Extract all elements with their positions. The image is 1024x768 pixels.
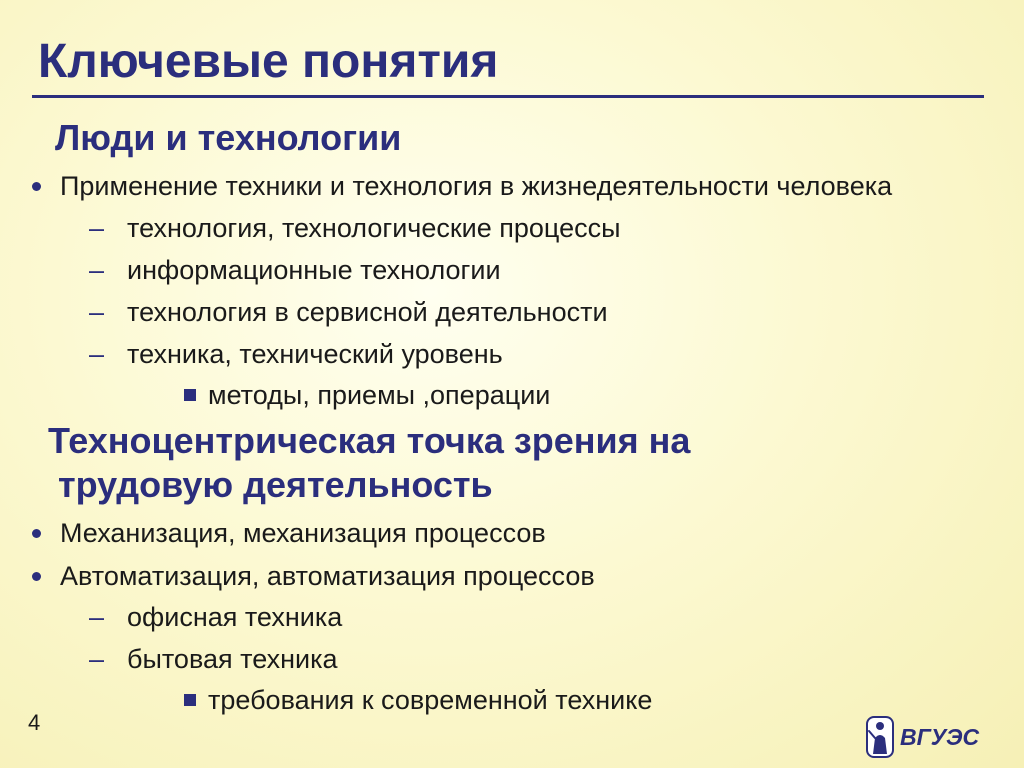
bullet-item (60, 170, 892, 202)
dash-bullet-icon: – (89, 297, 105, 327)
square-bullet-icon (184, 389, 196, 401)
page-number: 4 (28, 710, 41, 735)
dot-bullet-icon (32, 529, 41, 538)
dash-bullet-icon: – (89, 255, 105, 285)
sub-bullet-text: технология в сервисной деятельности (127, 297, 608, 327)
sub-sub-bullet-item (208, 684, 652, 716)
sub-bullet-text: бытовая техника (127, 644, 338, 674)
section-heading-technocentric-line2: трудовую деятельность (58, 464, 493, 505)
bullet-text: Автоматизация, автоматизация процессов (60, 561, 595, 591)
sub-bullet-text: техника, технический уровень (127, 339, 503, 369)
sub-sub-bullet-item (208, 379, 550, 411)
sub-bullet-text: офисная техника (127, 602, 343, 632)
title-divider (32, 95, 984, 98)
bullet-item (60, 517, 546, 549)
section-heading-technocentric-line1: Техноцентрическая точка зрения на (48, 420, 691, 461)
dot-bullet-icon (32, 182, 41, 191)
logo-text: ВГУЭС (900, 724, 980, 750)
section-heading-people-tech: Люди и технологии (55, 117, 402, 158)
sub-bullet-item (89, 296, 608, 328)
sub-sub-bullet-text: требования к современной технике (208, 685, 653, 715)
sub-bullet-item (89, 338, 503, 370)
slide-title: Ключевые понятия (38, 35, 499, 88)
bullet-text: Механизация, механизация процессов (60, 518, 546, 548)
sub-bullet-item (89, 212, 621, 244)
square-bullet-icon (184, 694, 196, 706)
sub-bullet-item (89, 601, 343, 633)
dash-bullet-icon: – (89, 644, 105, 674)
sub-sub-bullet-text: методы, приемы ,операции (208, 380, 551, 410)
bullet-text: Применение техники и технология в жизнедеятельности человека (60, 171, 893, 201)
dash-bullet-icon: – (89, 602, 105, 632)
sub-bullet-text: технология, технологические процессы (127, 213, 621, 243)
sub-bullet-item (89, 254, 501, 286)
dash-bullet-icon: – (89, 213, 105, 243)
dot-bullet-icon (32, 572, 41, 581)
dash-bullet-icon: – (89, 339, 105, 369)
sub-bullet-text: информационные технологии (127, 255, 501, 285)
university-logo (864, 714, 992, 760)
sub-bullet-item (89, 643, 338, 675)
bullet-item (60, 560, 595, 592)
